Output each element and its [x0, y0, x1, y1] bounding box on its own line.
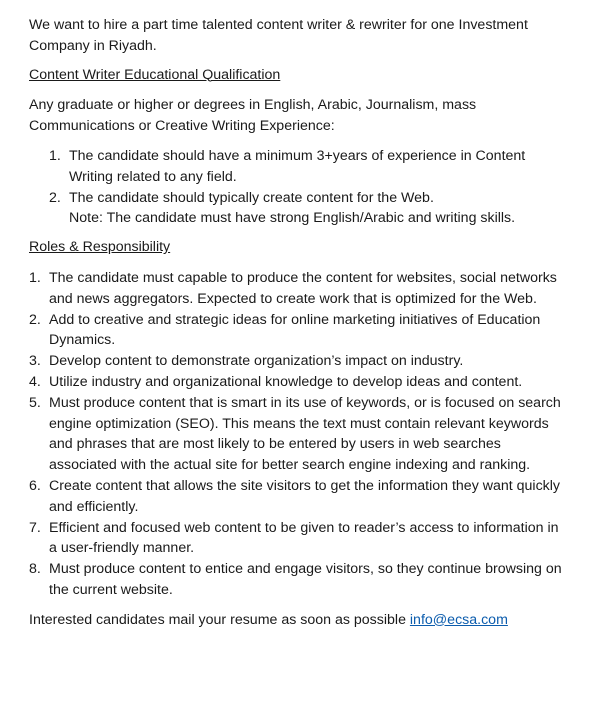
list-item	[29, 518, 569, 560]
role-item-text: Must produce content that is smart in its use of keywords, or is focused on search engine optimization (SEO). This means the text must contain relevant keywords and phrases that are most likely to be entered by users in web searches associated with the actual site for better search engine indexing and ranking.	[49, 394, 561, 474]
contact-text: Interested candidates mail your resume as soon as possible	[29, 611, 410, 628]
list-number: 6.	[29, 477, 41, 494]
list-item	[29, 310, 569, 352]
qualification-heading: Content Writer Educational Qualification	[29, 66, 281, 83]
list-number: 1.	[29, 269, 41, 286]
email-link[interactable]: info@ecsa.com	[409, 611, 508, 628]
list-number: 4.	[29, 373, 41, 390]
qualification-text: Any graduate or higher or degrees in English, Arabic, Journalism, mass Communications or Creative Writing Experience:	[29, 97, 477, 135]
list-number: 5.	[29, 394, 41, 411]
list-number: 3.	[29, 353, 41, 370]
contact-paragraph	[29, 610, 569, 631]
role-item-text: Efficient and focused web content to be given to reader’s access to information in a user-friendly manner.	[49, 519, 559, 557]
list-number: 7.	[29, 519, 41, 536]
list-item	[29, 268, 569, 310]
qualification-item	[49, 146, 569, 188]
list-number: 2.	[29, 311, 41, 328]
role-item-text: Must produce content to entice and engage visitors, so they continue browsing on the current website.	[49, 561, 562, 598]
list-number: 8.	[29, 561, 41, 578]
qualification-note: Note: The candidate must have strong English/Arabic and writing skills.	[69, 210, 516, 227]
roles-heading: Roles & Responsibility	[29, 239, 171, 256]
role-item-text: The candidate must capable to produce the content for websites, social networks and news aggregators. Expected to create work that is optimized for the Web.	[49, 269, 557, 307]
role-item-text: Add to creative and strategic ideas for online marketing initiatives of Education Dynamics.	[49, 311, 541, 349]
list-number: 2.	[49, 189, 61, 206]
intro-paragraph: We want to hire a part time talented content writer & rewriter for one Investment Company in Riyadh.	[29, 17, 528, 54]
role-item-text: Utilize industry and organizational knowledge to develop ideas and content.	[49, 373, 523, 390]
qualification-item-text: The candidate should typically create content for the Web.	[69, 189, 434, 206]
qualification-list	[29, 146, 569, 229]
role-item-text: Develop content to demonstrate organization’s impact on industry.	[49, 353, 464, 370]
list-item	[29, 393, 569, 476]
qualification-item-text: The candidate should have a minimum 3+years of experience in Content Writing related to any field.	[69, 147, 526, 185]
list-item	[29, 351, 569, 372]
list-item	[29, 372, 569, 393]
list-item	[29, 476, 569, 518]
qualification-item	[49, 188, 569, 230]
list-item	[29, 559, 569, 601]
list-number: 1.	[49, 147, 61, 164]
roles-list	[29, 268, 569, 601]
role-item-text: Create content that allows the site visitors to get the information they want quickly and efficiently.	[49, 477, 561, 515]
